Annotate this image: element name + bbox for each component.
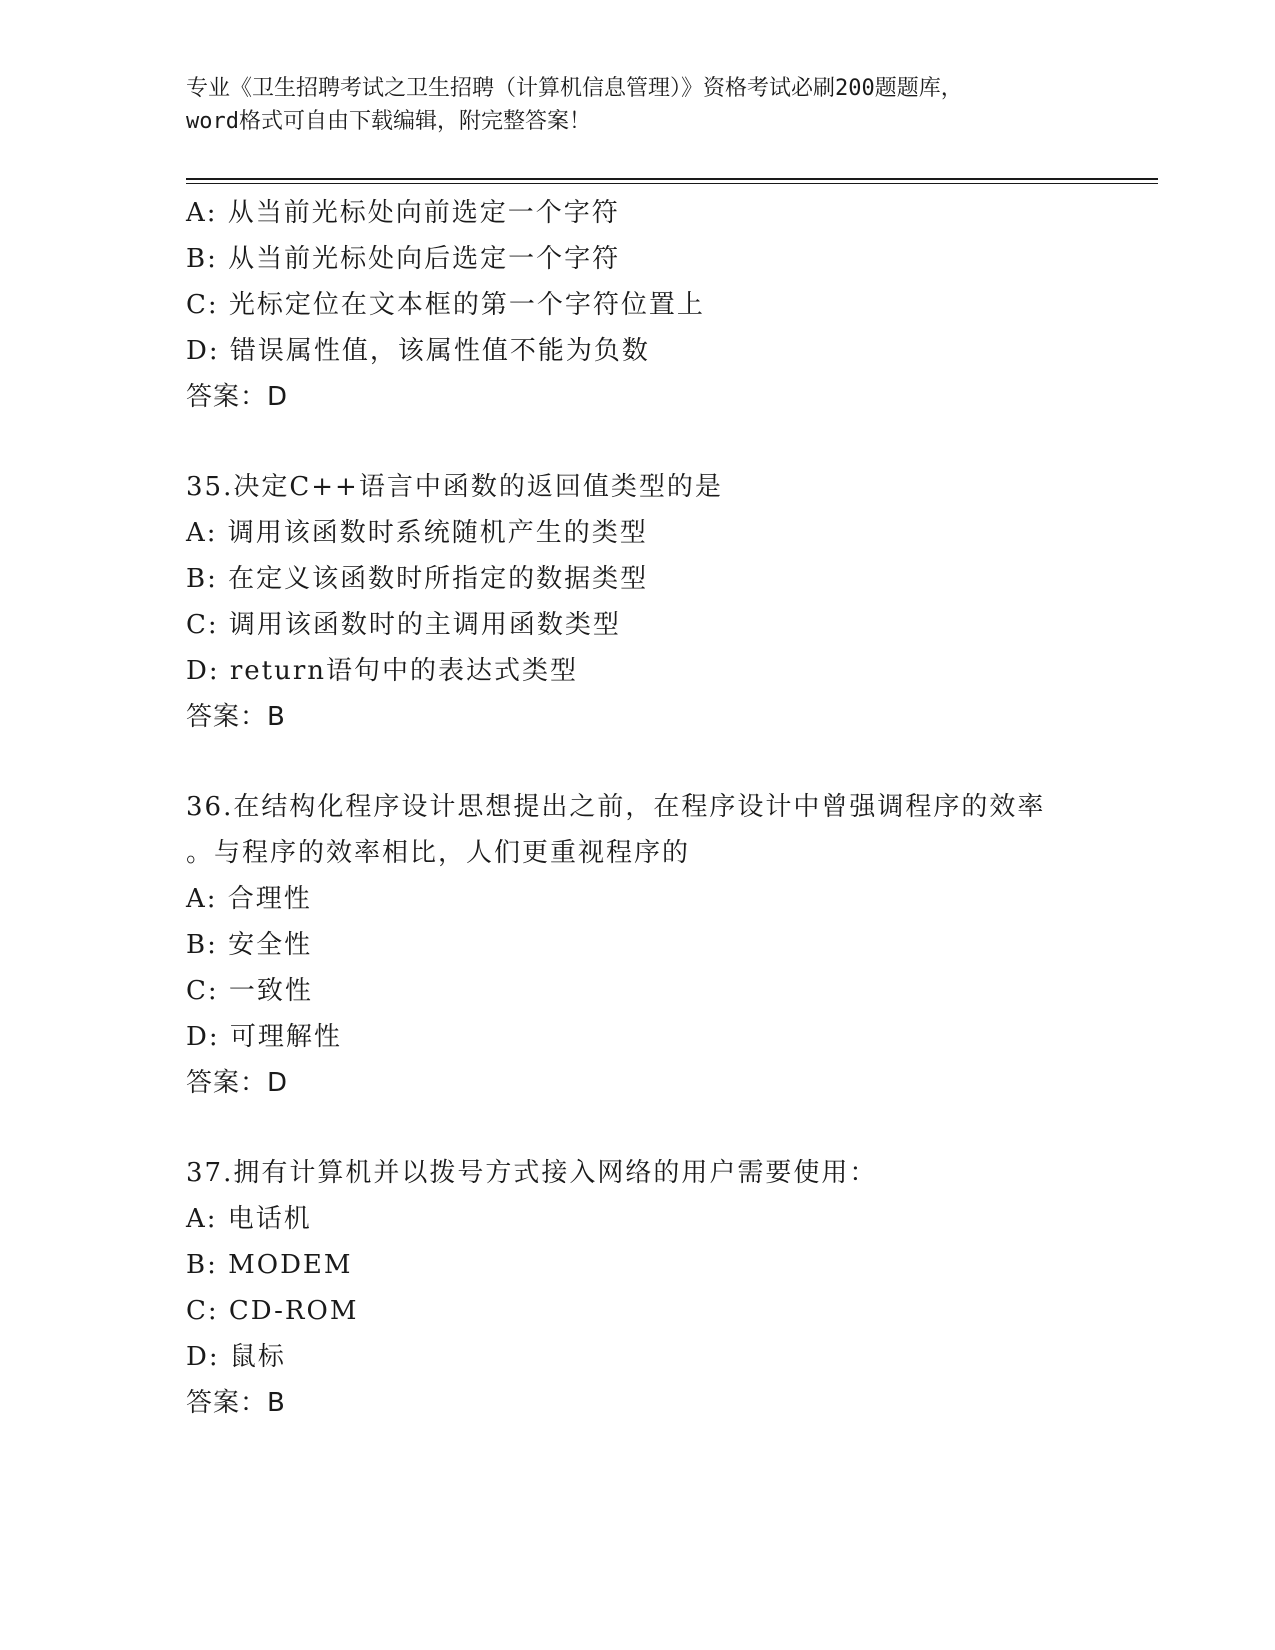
- header-title-line-2: word格式可自由下载编辑，附完整答案！: [186, 109, 591, 134]
- question-36: [186, 784, 1146, 1106]
- header-divider-thick: [186, 178, 1158, 180]
- document-header: [186, 72, 1086, 138]
- question-spacer: [186, 740, 1146, 784]
- answer-line: 答案：D: [186, 382, 289, 412]
- option-d: D: 鼠标: [186, 1342, 286, 1372]
- answer-line: 答案：D: [186, 1068, 289, 1098]
- question-spacer: [186, 1106, 1146, 1150]
- question-34-continued: [186, 190, 1146, 420]
- option-c: C: CD-ROM: [186, 1296, 359, 1326]
- option-d: D: 错误属性值，该属性值不能为负数: [186, 336, 650, 366]
- question-stem: 35.决定C++语言中函数的返回值类型的是: [186, 472, 723, 502]
- option-a: A: 合理性: [186, 884, 312, 914]
- option-c: C: 调用该函数时的主调用函数类型: [186, 610, 621, 640]
- option-c: C: 一致性: [186, 976, 313, 1006]
- option-b: B: 安全性: [186, 930, 313, 960]
- question-list: [186, 190, 1146, 1426]
- header-title-line-1: 专业《卫生招聘考试之卫生招聘（计算机信息管理）》资格考试必刷200题题库，: [186, 76, 963, 101]
- option-d: D: return语句中的表达式类型: [186, 656, 579, 686]
- question-stem: 37.拥有计算机并以拨号方式接入网络的用户需要使用：: [186, 1158, 878, 1188]
- question-37: [186, 1150, 1146, 1426]
- option-b: B: MODEM: [186, 1250, 353, 1280]
- question-spacer: [186, 420, 1146, 464]
- answer-line: 答案：B: [186, 1388, 286, 1418]
- question-stem-continued: 。与程序的效率相比，人们更重视程序的: [186, 838, 691, 868]
- option-a: A: 调用该函数时系统随机产生的类型: [186, 518, 648, 548]
- answer-line: 答案：B: [186, 702, 286, 732]
- question-35: [186, 464, 1146, 740]
- option-b: B: 在定义该函数时所指定的数据类型: [186, 564, 649, 594]
- option-a: A: 从当前光标处向前选定一个字符: [186, 198, 620, 228]
- option-d: D: 可理解性: [186, 1022, 342, 1052]
- option-c: C: 光标定位在文本框的第一个字符位置上: [186, 290, 705, 320]
- option-b: B: 从当前光标处向后选定一个字符: [186, 244, 621, 274]
- header-divider-thin: [186, 183, 1158, 184]
- question-stem: 36.在结构化程序设计思想提出之前，在程序设计中曾强调程序的效率: [186, 792, 1046, 822]
- option-a: A: 电话机: [186, 1204, 312, 1234]
